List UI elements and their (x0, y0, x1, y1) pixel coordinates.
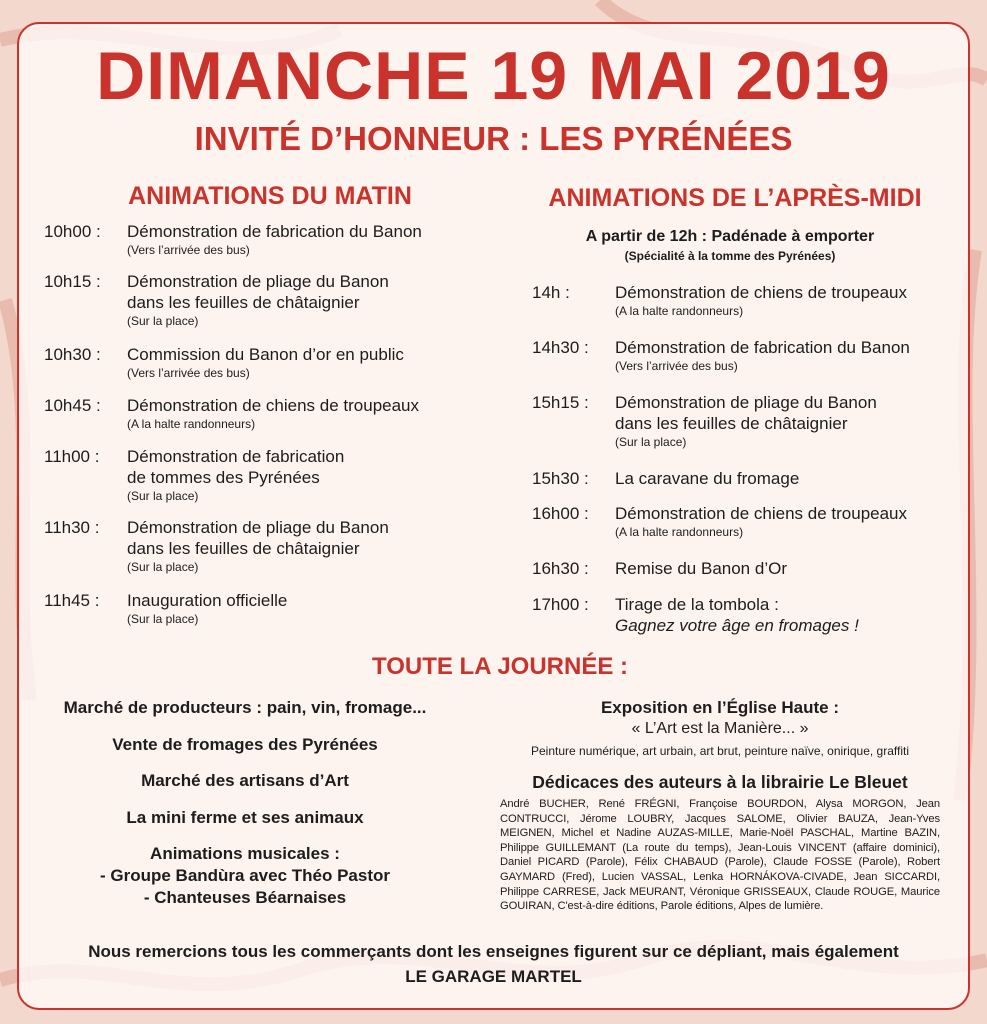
entry-text: La caravane du fromage (615, 469, 800, 488)
entry-place: (Sur la place) (127, 314, 199, 328)
footer-sponsor: LE GARAGE MARTEL (405, 967, 582, 986)
exhibition-heading: Exposition en l’Église Haute : (600, 698, 840, 717)
entry-text: Démonstration de chiens de troupeaux (615, 504, 908, 523)
entry-text: dans les feuilles de châtaignier (127, 293, 360, 312)
entry-time: 15h30 : (532, 469, 589, 488)
entry-text: Remise du Banon d’Or (615, 559, 787, 578)
entry-text: Démonstration de pliage du Banon (615, 393, 877, 412)
entry-text: Démonstration de fabrication du Banon (615, 338, 910, 357)
entry-place: (Vers l’arrivée des bus) (127, 366, 250, 380)
entry-text: Commission du Banon d’or en public (127, 345, 404, 364)
all-day-item: Vente de fromages des Pyrénées (112, 735, 378, 754)
all-day-item: - Groupe Bandùra avec Théo Pastor (99, 866, 390, 885)
entry-text: Démonstration de chiens de troupeaux (127, 396, 420, 415)
exhibition-quote: « L’Art est la Manière... » (631, 720, 809, 737)
padenade-note: (Spécialité à la tomme des Pyrénées) (624, 249, 836, 263)
exhibition-styles: Peinture numérique, art urbain, art brut, peinture naïve, onirique, graffiti (531, 744, 909, 758)
entry-text: Tirage de la tombola : (615, 595, 779, 614)
morning-heading: ANIMATIONS DU MATIN (128, 182, 412, 210)
entry-time: 17h00 : (532, 595, 589, 614)
authors-list: André BUCHER, René FRÉGNI, Françoise BOURDON, Alysa MORGON, Jean CONTRUCCI, Jérome LOUBRY, Jacques SALOME, Olivier BAUZA, Jean-Yves MEIGNEN, Michel et Nadine AUZAS-MILLE, Marie-Noël PASCHAL, Martine BAZIN, Philippe GUILLEMANT (La route du temps), Jean-Louis VINCENT (affaire dominici), Daniel PICARD (Parole), Félix CHABAUD (Parole), Claude FOSSE (Parole), Robert GAYMARD (Fred), Lucien VASSAL, Lenka HORNÁKOVA-CIVADE, Jean SICCARDI, Philippe CARRESE, Jack MEURANT, Véronique GRISSEAUX, Claude ROUGE, Maurice GOUIRAN, C'est-à-dire éditions, Parole éditions, Alpes de lumière. (500, 798, 940, 913)
entry-place: (Sur la place) (127, 560, 199, 574)
entry-text: dans les feuilles de châtaignier (615, 414, 848, 433)
entry-italic: Gagnez votre âge en fromages ! (615, 616, 859, 635)
entry-time: 10h45 : (44, 396, 101, 415)
all-day-item: La mini ferme et ses animaux (126, 808, 364, 827)
all-day-item: - Chanteuses Béarnaises (143, 888, 347, 907)
dedications-heading: Dédicaces des auteurs à la librairie Le Bleuet (532, 772, 908, 792)
entry-text: Démonstration de pliage du Banon (127, 272, 389, 291)
entry-time: 16h00 : (532, 504, 589, 523)
entry-text: Démonstration de chiens de troupeaux (615, 283, 908, 302)
entry-text: Démonstration de fabrication (127, 447, 345, 466)
entry-time: 10h15 : (44, 272, 101, 291)
entry-time: 11h45 : (44, 591, 100, 610)
entry-time: 14h : (532, 283, 570, 302)
entry-place: (Sur la place) (127, 612, 199, 626)
entry-text: de tommes des Pyrénées (127, 468, 320, 487)
entry-place: (Vers l’arrivée des bus) (127, 243, 250, 257)
entry-time: 10h00 : (44, 222, 101, 241)
entry-time: 10h30 : (44, 345, 101, 364)
entry-place: (Sur la place) (615, 435, 687, 449)
footer-thanks: Nous remercions tous les commerçants dont les enseignes figurent sur ce dépliant, mais également (88, 942, 899, 961)
all-day-item: Marché de producteurs : pain, vin, fromage... (63, 698, 427, 717)
entry-time: 15h15 : (532, 393, 589, 412)
entry-text: Démonstration de fabrication du Banon (127, 222, 422, 241)
entry-place: (A la halte randonneurs) (127, 417, 256, 431)
entry-place: (A la halte randonneurs) (615, 304, 744, 318)
all-day-item: Marché des artisans d’Art (141, 771, 349, 790)
entry-place: (A la halte randonneurs) (615, 525, 744, 539)
page-subtitle: INVITÉ D’HONNEUR : LES PYRÉNÉES (194, 120, 793, 157)
entry-time: 11h30 : (44, 518, 100, 537)
entry-text: Inauguration officielle (127, 591, 288, 610)
entry-text: Démonstration de pliage du Banon (127, 518, 389, 537)
entry-place: (Vers l’arrivée des bus) (615, 359, 738, 373)
entry-place: (Sur la place) (127, 489, 199, 503)
entry-time: 14h30 : (532, 338, 589, 357)
padenade-label: A partir de 12h : Padénade à emporter (585, 228, 875, 245)
entry-text: dans les feuilles de châtaignier (127, 539, 360, 558)
all-day-item: Animations musicales : (150, 844, 340, 863)
all-day-heading: TOUTE LA JOURNÉE : (371, 653, 629, 680)
afternoon-heading: ANIMATIONS DE L’APRÈS-MIDI (548, 184, 922, 212)
entry-time: 11h00 : (44, 447, 100, 466)
entry-time: 16h30 : (532, 559, 589, 578)
page-title: DIMANCHE 19 MAI 2019 (96, 38, 891, 114)
